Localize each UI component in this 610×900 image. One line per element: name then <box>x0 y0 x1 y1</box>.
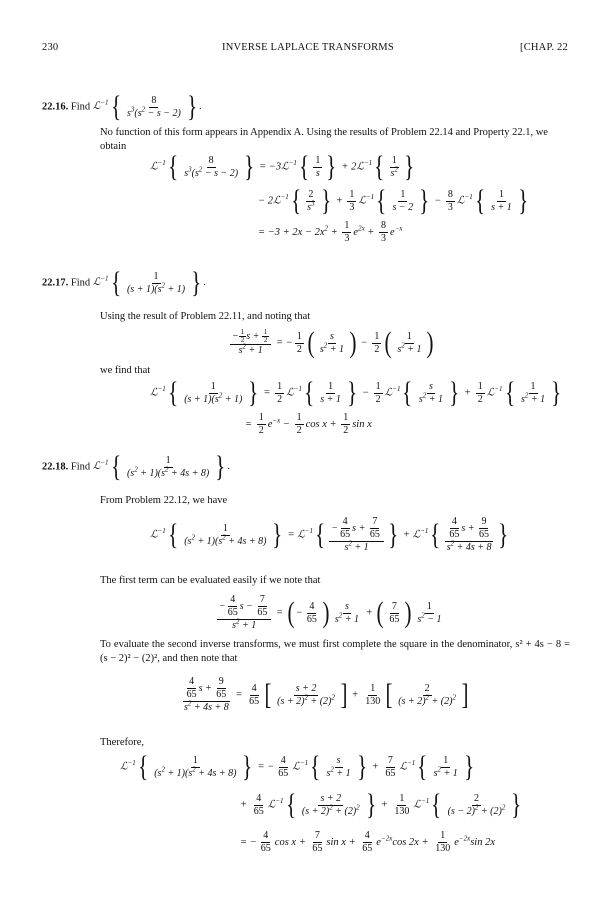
problem-expression: ℒ$^{-1}${ $\frac{1}{(s + 1)(s^2 + 1)}$ } . <box>92 266 207 299</box>
problem-prompt: Find <box>70 101 91 113</box>
problem-22-18-text: From Problem 22.12, we have <box>100 495 228 506</box>
equation-22-18-first-term: − $\frac{4}{65}$ s − $\frac{7}{65}$ $s^2 + 1$ = ( − $\frac{4}{65}$ ) $\frac{s}{s^2 + 1}$ + ( $\frac{7}{65}$ ) $\frac{1}{s^2 - 1}$ <box>219 594 442 631</box>
problem-number: 22.18. <box>42 461 69 473</box>
problem-22-18-text3: To evaluate the second inverse transforms, we must first complete the square in the denominator, s² + 4s − 8 = (s − 2)² − (2)², and then note that <box>100 639 570 664</box>
equation-22-17-partial: − $\frac{1}{2}$ s + $\frac{1}{2}$ $s^2 + 1$ = − $\frac{1}{2}$ ( $\frac{s}{s^2 + 1}$ ) − $\frac{1}{2}$ ( $\frac{1}{s^2 + 1}$ ) <box>232 326 434 359</box>
problem-prompt: Find <box>70 277 91 289</box>
problem-22-16-heading <box>42 92 202 122</box>
problem-prompt: Find <box>70 461 91 473</box>
equation-22-18-second-term: $\frac{4}{65}$ s + $\frac{9}{65}$ $s^2 + 4s + 8$ = $\frac{4}{65}$ [ $\frac{s + 2}{(s + 2)^2 + (2)^2}$ ] + $\frac{1}{130}$ [ $\frac{2}{(s + 2)^2 + (2)^2}$ ] <box>184 676 469 713</box>
problem-22-16-text: No function of this form appears in Appendix A. Using the results of Problem 22.14 and Property 22.1, we obtain <box>100 127 548 152</box>
problem-22-17-heading <box>42 268 206 298</box>
problem-22-17-text: Using the result of Problem 22.11, and noting that <box>100 311 311 322</box>
equation-22-18-line3: = − $\frac{4}{65}$ cos x + $\frac{7}{65}$ sin x + $\frac{4}{65}$ $e^{-2x}\cos$ 2x + $\frac{1}{130}$ $e^{-2x}\sin$ 2x <box>240 830 495 854</box>
problem-number: 22.16. <box>42 101 69 113</box>
equation-22-18-line1: ℒ$^{-1}${ $\frac{1}{(s^2 + 1)(s^2 + 4s + 8)}$ } = − $\frac{4}{65}$ ℒ$^{-1}${ $\frac{s}{s^2 + 1}$ } + $\frac{7}{65}$ ℒ$^{-1}${ $\frac{1}{s^2 + 1}$ } <box>120 750 475 783</box>
problem-22-18-text2: The first term can be evaluated easily if we note that <box>100 575 321 586</box>
equation-22-18-split: ℒ$^{-1}${ $\frac{1}{(s^2 + 1)(s^2 + 4s + 8)}$ } = ℒ$^{-1}${ − $\frac{4}{65}$ s + $\frac{7}{65}$ $s^2 + 1$ } + ℒ$^{-1}${ $\frac{4}{65}$ s + $\frac{9}{65}$ $s^2 + 4s + 8$ } <box>150 516 508 553</box>
equation-22-17-line1: ℒ$^{-1}${ $\frac{1}{(s + 1)(s^2 + 1)}$ } = $\frac{1}{2}$ ℒ$^{-1}${ $\frac{1}{s + 1}$ } − $\frac{1}{2}$ ℒ$^{-1}${ $\frac{s}{s^2 + 1}$ } + $\frac{1}{2}$ ℒ$^{-1}${ $\frac{1}{s^2 + 1}$ } <box>150 376 562 409</box>
problem-22-18-text4: Therefore, <box>100 737 145 748</box>
problem-number: 22.17. <box>42 277 69 289</box>
running-title: INVERSE LAPLACE TRANSFORMS <box>222 42 394 53</box>
problem-22-17-text2: we find that <box>100 365 151 376</box>
problem-expression: ℒ$^{-1}${ $\frac{8}{s^3(s^2 - s - 2)}$ } . <box>92 90 202 123</box>
page-number: 230 <box>42 42 59 53</box>
equation-22-16-line3: = $-3 + 2x - 2x^2$ + $\frac{1}{3}$ $e^{2x}$ + $\frac{8}{3}$ $e^{-x}$ <box>258 220 403 244</box>
equation-22-17-line2: = $\frac{1}{2}$ $e^{-x}$ − $\frac{1}{2}$ cos x + $\frac{1}{2}$ sin x <box>245 412 372 436</box>
problem-expression: ℒ$^{-1}${ $\frac{1}{(s^2 + 1)(s^2 + 4s + 8)}$ } . <box>92 450 231 483</box>
problem-22-18-heading <box>42 452 230 482</box>
equation-22-18-line2: + $\frac{4}{65}$ ℒ$^{-1}${ $\frac{s + 2}{(s + 2)^2 + (2)^2}$ } + $\frac{1}{130}$ ℒ$^{-1}${ $\frac{2}{(s - 2)^2 + (2)^2}$ } <box>240 788 522 821</box>
chapter-label: [CHAP. 22 <box>520 42 568 53</box>
equation-22-16-line1: ℒ$^{-1}${ $\frac{8}{s^3(s^2 - s - 2)}$ } = −3ℒ$^{-1}${ $\frac{1}{s}$ } + 2ℒ$^{-1}${ $\frac{1}{s^2}$ } <box>150 150 415 183</box>
equation-22-16-line2: − 2ℒ$^{-1}${ $\frac{2}{s^3}$ } + $\frac{1}{3}$ ℒ$^{-1}${ $\frac{1}{s - 2}$ } − $\frac{8}{3}$ ℒ$^{-1}${ $\frac{1}{s + 1}$ } <box>258 184 529 217</box>
